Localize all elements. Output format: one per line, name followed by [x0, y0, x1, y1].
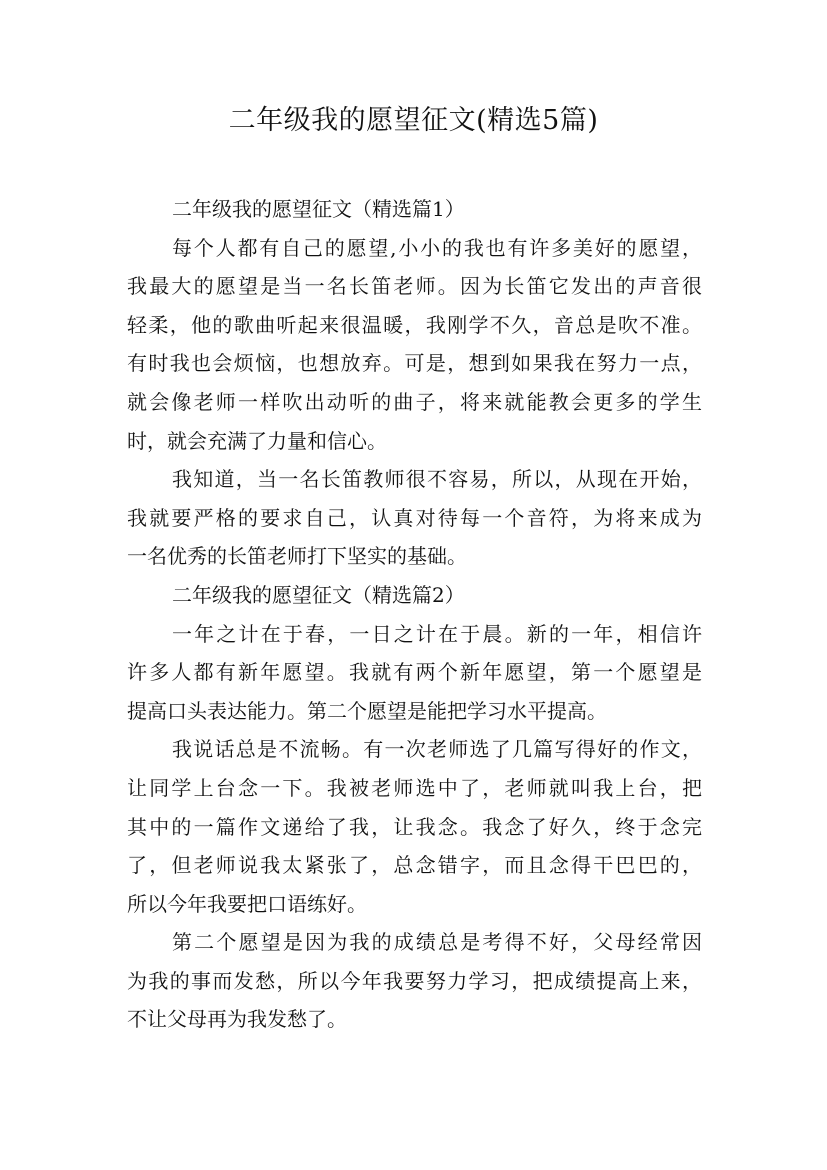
text-line: 有时我也会烦恼，也想放弃。可是，想到如果我在努力一点， — [127, 351, 702, 376]
text-line: 每个人都有自己的愿望,小小的我也有许多美好的愿望， — [172, 235, 702, 260]
text-line: 许多人都有新年愿望。我就有两个新年愿望，第一个愿望是 — [127, 660, 702, 685]
text-line: 一名优秀的长笛老师打下坚实的基础。 — [127, 544, 467, 569]
text-line: 提高口头表达能力。第二个愿望是能把学习水平提高。 — [127, 698, 607, 723]
section-heading: 二年级我的愿望征文（精选篇2） — [172, 582, 465, 607]
text-line: 一年之计在于春，一日之计在于晨。新的一年，相信许 — [172, 621, 702, 646]
text-line: 时，就会充满了力量和信心。 — [127, 428, 387, 453]
text-line: 所以今年我要把口语练好。 — [127, 891, 367, 916]
text-line: 就会像老师一样吹出动听的曲子，将来就能教会更多的学生 — [127, 389, 702, 414]
text-line: 其中的一篇作文递给了我，让我念。我念了好久，终于念完 — [127, 814, 702, 839]
text-line: 为我的事而发愁，所以今年我要努力学习，把成绩提高上来， — [127, 968, 702, 993]
text-line: 我就要严格的要求自己，认真对待每一个音符，为将来成为 — [127, 505, 702, 530]
text-line: 让同学上台念一下。我被老师选中了，老师就叫我上台，把 — [127, 775, 702, 800]
text-line: 我知道，当一名长笛教师很不容易，所以，从现在开始， — [172, 467, 702, 492]
text-line: 轻柔，他的歌曲听起来很温暖，我刚学不久，音总是吹不准。 — [127, 312, 702, 337]
text-line: 不让父母再为我发愁了。 — [127, 1007, 347, 1032]
text-line: 我说话总是不流畅。有一次老师选了几篇写得好的作文， — [172, 737, 702, 762]
section-heading: 二年级我的愿望征文（精选篇1） — [172, 197, 465, 221]
document-title: 二年级我的愿望征文(精选5篇) — [228, 105, 599, 136]
document-body — [127, 190, 702, 1039]
text-line: 第二个愿望是因为我的成绩总是考得不好，父母经常因 — [172, 930, 702, 955]
text-line: 了，但老师说我太紧张了，总念错字，而且念得干巴巴的， — [127, 853, 702, 878]
text-line: 我最大的愿望是当一名长笛老师。因为长笛它发出的声音很 — [127, 274, 702, 299]
